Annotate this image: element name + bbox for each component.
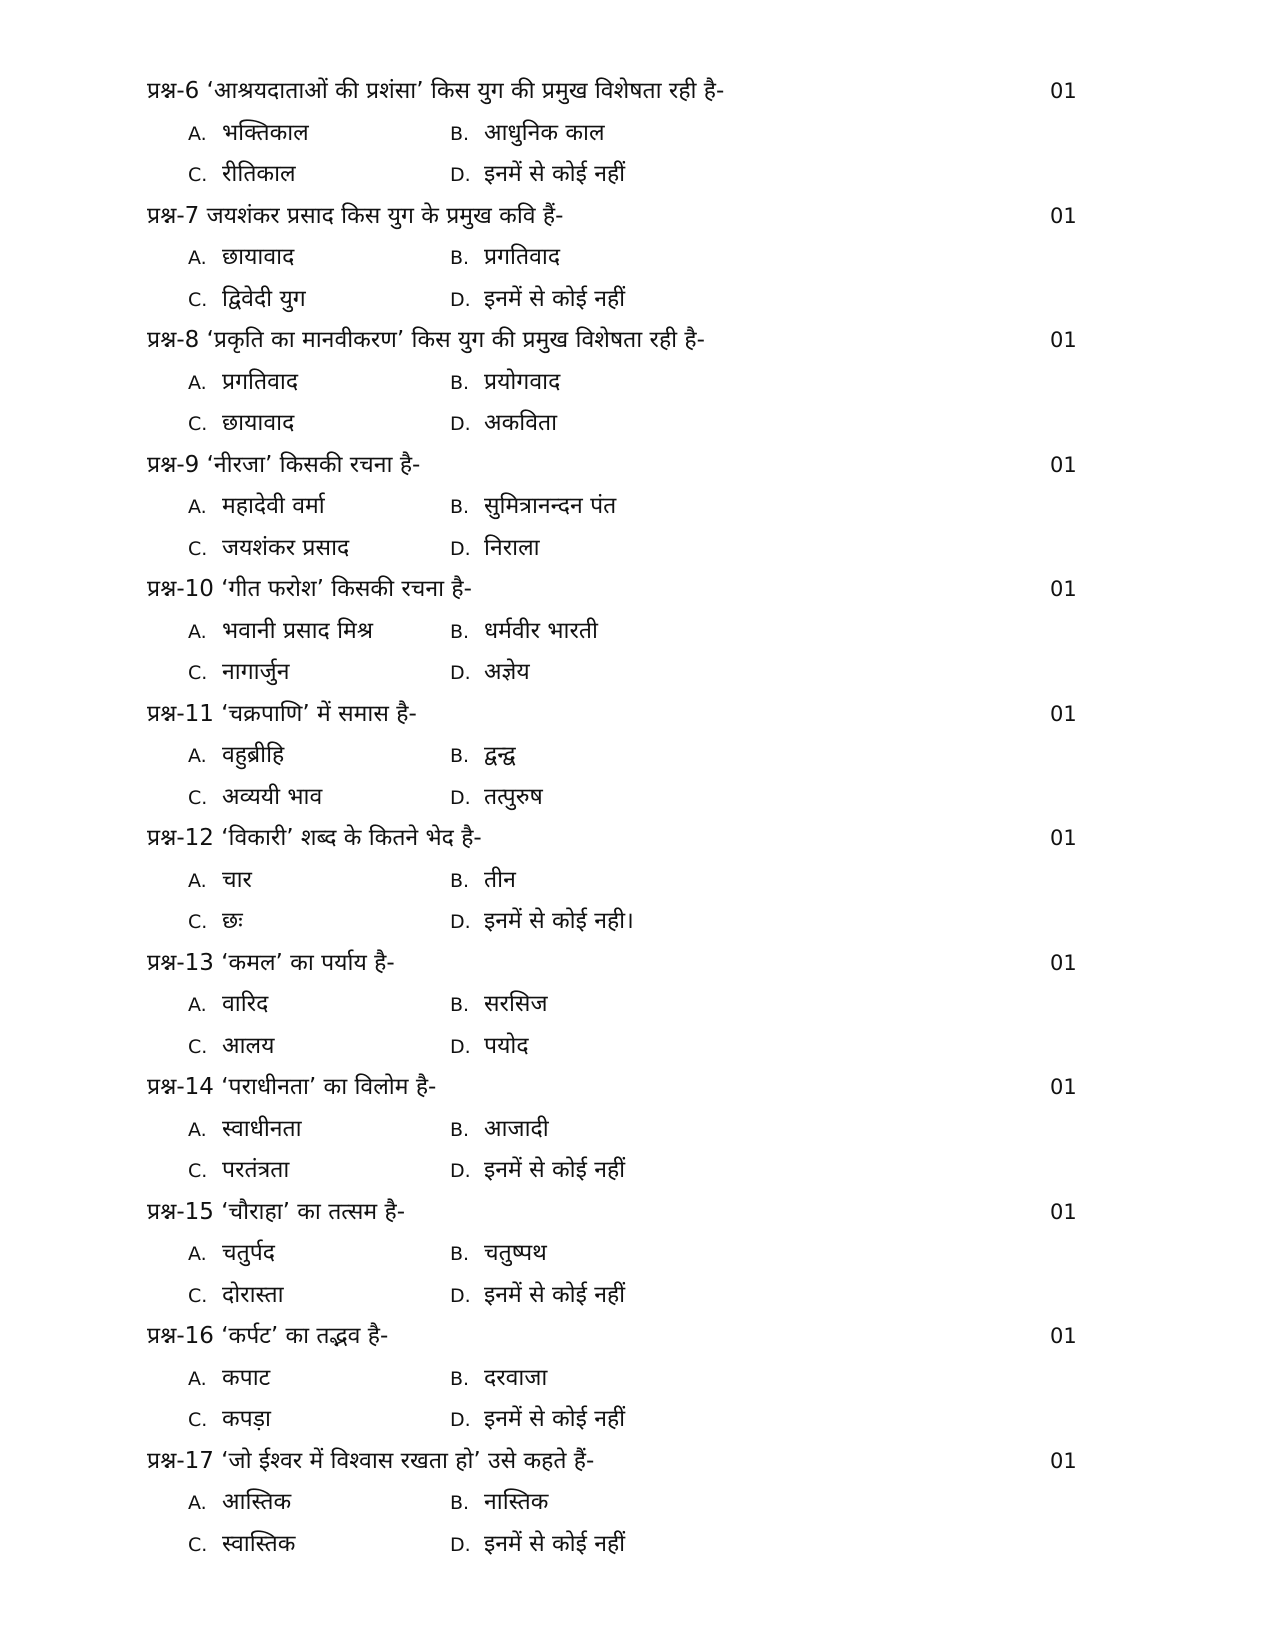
question-text: ‘प्रकृति का मानवीकरण’ किस युग की प्रमुख विशेषता रही है-	[206, 327, 705, 353]
option-text: चतुर्पद	[222, 1240, 275, 1266]
question-line	[147, 1191, 405, 1233]
option-letter: D.	[450, 1284, 471, 1307]
option-text: दरवाजा	[484, 1364, 548, 1391]
question-number: प्रश्न-13	[147, 949, 214, 976]
answer-option	[188, 859, 252, 901]
answer-option	[188, 610, 373, 652]
answer-option	[450, 1357, 547, 1399]
option-text: भक्तिकाल	[222, 119, 309, 146]
answer-option	[450, 112, 605, 154]
answer-option	[450, 1025, 529, 1067]
option-text: आजादी	[484, 1115, 549, 1142]
option-text: छायावाद	[222, 410, 295, 436]
question-text: ‘आश्रयदाताओं की प्रशंसा’ किस युग की प्रमुख विशेषता रही है-	[206, 78, 725, 104]
option-letter: D.	[450, 662, 471, 684]
option-text: महादेवी वर्मा	[222, 493, 325, 519]
option-letter: D.	[450, 1409, 471, 1431]
option-letter: C.	[188, 413, 208, 435]
option-letter: A.	[188, 247, 207, 269]
option-letter: A.	[188, 745, 207, 767]
question-text: ‘नीरजा’ किसकी रचना है-	[206, 451, 421, 478]
option-letter: C.	[188, 288, 208, 311]
option-letter: C.	[188, 1409, 208, 1431]
option-letter: C.	[188, 1533, 208, 1556]
question-line	[147, 1066, 436, 1108]
question-marks: 01	[1050, 826, 1077, 850]
option-letter: D.	[450, 1533, 471, 1556]
option-text: चार	[222, 866, 252, 893]
option-letter: A.	[188, 371, 207, 394]
option-text: तत्पुरुष	[484, 783, 543, 810]
option-text: इनमें से कोई नहीं	[484, 285, 626, 312]
answer-option	[450, 485, 616, 527]
question-number: प्रश्न-7	[147, 202, 200, 229]
option-text: सुमित्रानन्दन पंत	[484, 493, 617, 519]
question-marks: 01	[1050, 1324, 1077, 1348]
answer-option	[450, 651, 530, 693]
question-marks: 01	[1050, 79, 1077, 103]
answer-option	[450, 1108, 549, 1150]
option-text: दोरास्ता	[222, 1281, 284, 1308]
question-marks: 01	[1050, 577, 1077, 601]
question-text: ‘जो ईश्वर में विश्वास रखता हो’ उसे कहते हैं-	[221, 1447, 595, 1474]
answer-option	[188, 651, 289, 693]
option-letter: D.	[450, 1160, 471, 1182]
option-letter: C.	[188, 1035, 208, 1058]
answer-option	[188, 112, 309, 154]
answer-option	[188, 361, 298, 403]
answer-option	[450, 1274, 625, 1316]
question-marks: 01	[1050, 452, 1077, 477]
option-text: आस्तिक	[222, 1489, 292, 1515]
answer-option	[188, 485, 325, 527]
option-text: परतंत्रता	[222, 1157, 290, 1183]
answer-option	[450, 1481, 548, 1523]
option-text: द्विवेदी युग	[222, 285, 306, 312]
option-letter: B.	[450, 1243, 470, 1265]
question-line	[147, 444, 420, 486]
option-text: इनमें से कोई नहीं	[484, 1281, 626, 1308]
option-letter: D.	[450, 786, 471, 809]
question-marks: 01	[1050, 328, 1077, 352]
answer-option	[450, 1232, 547, 1274]
answer-option	[188, 1232, 275, 1274]
option-text: इनमें से कोई नहीं	[484, 1530, 626, 1557]
option-letter: B.	[450, 745, 470, 767]
option-letter: B.	[450, 869, 470, 892]
option-letter: B.	[450, 1492, 470, 1514]
option-text: प्रयोगवाद	[484, 368, 561, 395]
answer-option	[188, 983, 268, 1025]
option-text: चतुष्पथ	[484, 1240, 547, 1266]
question-text: ‘चौराहा’ का तत्सम है-	[221, 1198, 406, 1225]
option-text: नास्तिक	[484, 1489, 549, 1515]
question-number: प्रश्न-12	[147, 825, 214, 851]
answer-option	[188, 1149, 289, 1191]
question-marks: 01	[1050, 1448, 1077, 1473]
option-text: वारिद	[222, 991, 269, 1017]
option-letter: A.	[188, 122, 207, 145]
question-marks: 01	[1050, 1199, 1077, 1224]
option-letter: C.	[188, 786, 208, 809]
option-text: जयशंकर प्रसाद	[222, 534, 350, 561]
question-line	[147, 195, 563, 237]
question-text: जयशंकर प्रसाद किस युग के प्रमुख कवि हैं-	[206, 202, 564, 229]
option-text: प्रगतिवाद	[484, 244, 561, 270]
question-line	[147, 817, 482, 859]
option-text: रीतिकाल	[222, 161, 296, 187]
answer-option	[450, 983, 548, 1025]
option-letter: A.	[188, 1243, 207, 1265]
answer-option	[188, 734, 284, 776]
option-text: निराला	[484, 534, 540, 561]
question-number: प्रश्न-6	[147, 78, 200, 104]
answer-option	[450, 610, 598, 652]
option-letter: D.	[450, 911, 471, 933]
answer-option	[188, 1274, 284, 1316]
option-letter: B.	[450, 1367, 470, 1390]
option-letter: A.	[188, 1492, 207, 1514]
option-text: आधुनिक काल	[484, 119, 605, 146]
option-letter: A.	[188, 620, 207, 643]
question-line	[147, 693, 417, 735]
option-text: पयोद	[484, 1032, 529, 1059]
answer-option	[450, 734, 516, 776]
answer-option	[188, 402, 294, 444]
option-letter: C.	[188, 1160, 208, 1182]
option-text: छायावाद	[222, 244, 295, 270]
option-text: वहुब्रीहि	[222, 742, 285, 768]
option-text: द्वन्द्व	[484, 742, 516, 768]
question-text: ‘पराधीनता’ का विलोम है-	[221, 1074, 437, 1100]
question-marks: 01	[1050, 950, 1077, 975]
option-letter: A.	[188, 869, 207, 892]
option-letter: B.	[450, 1118, 470, 1141]
answer-option	[450, 402, 557, 444]
option-text: भवानी प्रसाद मिश्र	[222, 617, 374, 644]
answer-option	[450, 1398, 625, 1440]
option-text: तीन	[484, 866, 516, 893]
option-letter: D.	[450, 164, 471, 186]
option-letter: D.	[450, 413, 471, 435]
question-marks: 01	[1050, 701, 1077, 726]
option-letter: B.	[450, 122, 470, 145]
option-text: अव्ययी भाव	[222, 783, 323, 810]
option-letter: D.	[450, 537, 471, 560]
question-text: ‘चक्रपाणि’ में समास है-	[221, 700, 417, 727]
option-letter: B.	[450, 496, 470, 518]
option-letter: D.	[450, 1035, 471, 1058]
option-letter: A.	[188, 496, 207, 518]
option-letter: C.	[188, 1284, 208, 1307]
option-text: अज्ञेय	[484, 659, 530, 685]
question-line	[147, 568, 472, 610]
question-marks: 01	[1050, 203, 1077, 228]
answer-option	[450, 278, 625, 320]
option-letter: B.	[450, 620, 470, 643]
answer-option	[450, 527, 540, 569]
answer-option	[450, 361, 560, 403]
question-text: ‘विकारी’ शब्द के कितने भेद है-	[221, 825, 482, 851]
option-text: इनमें से कोई नही।	[484, 908, 634, 934]
option-text: छः	[222, 908, 243, 934]
question-number: प्रश्न-9	[147, 451, 200, 478]
question-marks: 01	[1050, 1075, 1077, 1099]
option-letter: B.	[450, 371, 470, 394]
option-text: स्वाधीनता	[222, 1115, 302, 1142]
answer-option	[188, 900, 243, 942]
answer-option	[188, 153, 296, 195]
option-text: कपाट	[222, 1364, 271, 1391]
answer-option	[188, 527, 349, 569]
answer-option	[450, 900, 634, 942]
question-number: प्रश्न-11	[147, 700, 214, 727]
answer-option	[450, 1523, 625, 1565]
option-letter: C.	[188, 911, 208, 933]
option-text: नागार्जुन	[222, 659, 290, 685]
option-letter: C.	[188, 164, 208, 186]
question-number: प्रश्न-15	[147, 1198, 214, 1225]
option-text: अकविता	[484, 410, 558, 436]
question-number: प्रश्न-10	[147, 576, 214, 602]
option-letter: A.	[188, 1118, 207, 1141]
answer-option	[188, 1481, 291, 1523]
option-letter: C.	[188, 537, 208, 560]
option-letter: D.	[450, 288, 471, 311]
option-text: स्वास्तिक	[222, 1530, 296, 1557]
question-line	[147, 70, 724, 112]
question-number: प्रश्न-8	[147, 327, 200, 353]
question-line	[147, 942, 395, 984]
option-text: आलय	[222, 1032, 275, 1059]
question-line	[147, 319, 705, 361]
answer-option	[450, 859, 516, 901]
answer-option	[450, 776, 543, 818]
answer-option	[188, 236, 294, 278]
answer-option	[450, 236, 560, 278]
question-text: ‘गीत फरोश’ किसकी रचना है-	[221, 576, 472, 602]
option-letter: A.	[188, 1367, 207, 1390]
option-letter: B.	[450, 994, 470, 1016]
question-text: ‘कर्पट’ का तद्भव है-	[221, 1323, 389, 1349]
option-text: प्रगतिवाद	[222, 368, 299, 395]
question-text: ‘कमल’ का पर्याय है-	[221, 949, 395, 976]
option-text: सरसिज	[484, 991, 548, 1017]
question-number: प्रश्न-14	[147, 1074, 214, 1100]
answer-option	[188, 278, 306, 320]
question-number: प्रश्न-16	[147, 1323, 214, 1349]
answer-option	[188, 1025, 274, 1067]
option-text: इनमें से कोई नहीं	[484, 1406, 626, 1432]
question-line	[147, 1440, 594, 1482]
answer-option	[188, 1523, 295, 1565]
option-text: इनमें से कोई नहीं	[484, 161, 626, 187]
answer-option	[450, 153, 625, 195]
option-text: धर्मवीर भारती	[484, 617, 598, 644]
option-letter: B.	[450, 247, 470, 269]
question-number: प्रश्न-17	[147, 1447, 214, 1474]
option-letter: A.	[188, 994, 207, 1016]
answer-option	[188, 1357, 270, 1399]
answer-option	[188, 776, 322, 818]
option-letter: C.	[188, 662, 208, 684]
option-text: इनमें से कोई नहीं	[484, 1157, 626, 1183]
answer-option	[188, 1108, 302, 1150]
question-line	[147, 1315, 388, 1357]
answer-option	[188, 1398, 271, 1440]
answer-option	[450, 1149, 625, 1191]
option-text: कपड़ा	[222, 1406, 271, 1432]
